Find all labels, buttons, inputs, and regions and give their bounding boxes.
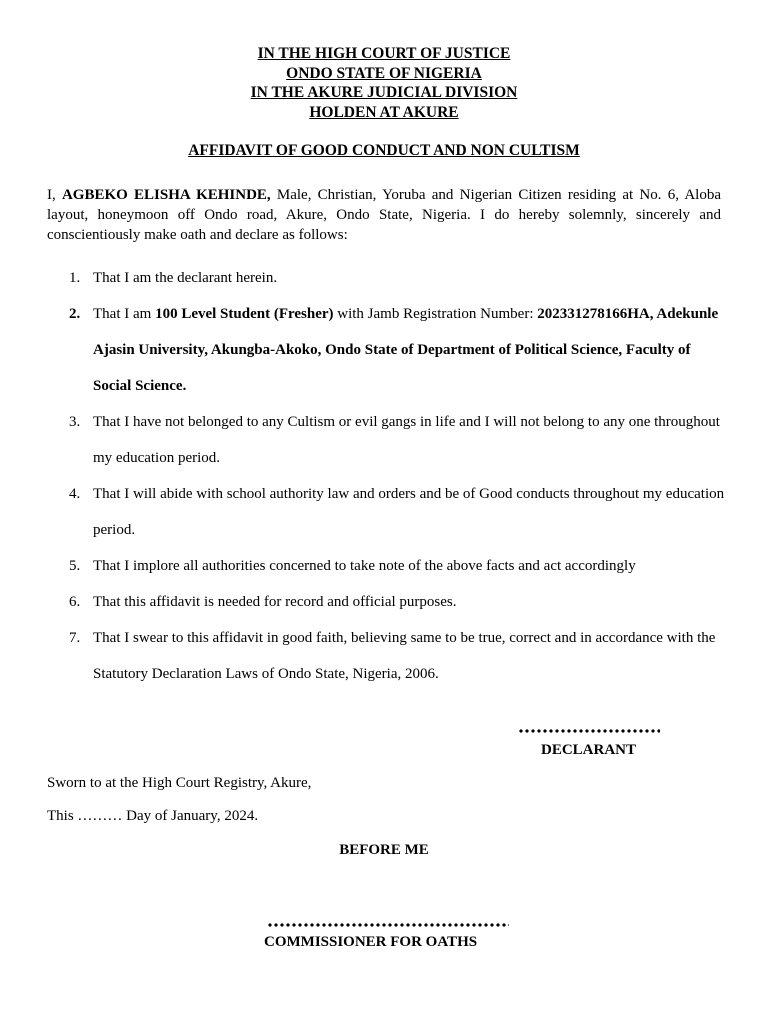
item-text-part: That I am — [93, 306, 156, 322]
list-item — [47, 260, 727, 296]
header-line-3: IN THE AKURE JUDICIAL DIVISION — [250, 84, 518, 101]
item-text: That this affidavit is needed for record and official purposes. — [93, 594, 457, 610]
before-me-label: BEFORE ME — [339, 842, 429, 858]
list-item — [47, 548, 727, 584]
list-item — [47, 620, 727, 692]
list-item — [47, 404, 727, 476]
student-level: 100 Level Student (Fresher) — [155, 306, 334, 322]
header-line-4: HOLDEN AT AKURE — [309, 103, 459, 121]
court-header — [0, 44, 768, 122]
item-number: 2. — [69, 306, 81, 322]
item-text: That I swear to this affidavit in good faith, believing same to be true, correct and in accordance with the Statutory Declaration Laws of Ondo State, Nigeria, 2006. — [93, 630, 716, 682]
item-number: 7. — [69, 630, 81, 646]
intro-prefix: I, — [47, 187, 62, 203]
list-item — [47, 476, 727, 548]
item-text: That I have not belonged to any Cultism or evil gangs in life and I will not belong to any one throughout my education period. — [93, 414, 720, 466]
item-text: That I am the declarant herein. — [93, 270, 278, 286]
declarant-signature-line — [518, 728, 660, 734]
item-text: That I implore all authorities concerned to take note of the above facts and act accordingly — [93, 558, 636, 574]
sworn-statement: Sworn to at the High Court Registry, Akure, — [47, 775, 312, 791]
header-line-2: ONDO STATE OF NIGERIA — [286, 64, 482, 82]
date-line: This ……… Day of January, 2024. — [47, 808, 259, 824]
list-item — [47, 296, 727, 404]
header-line-1: IN THE HIGH COURT OF JUSTICE — [257, 45, 511, 62]
list-item — [47, 584, 727, 620]
intro-rest: Male, Christian, Yoruba and Nigerian Citizen residing at No. 6, Aloba layout, honeymoon off Ondo road, Akure, Ondo State, Nigeria. I do hereby solemnly, sincerely and conscientiously make oath and declare as follows: — [47, 187, 721, 243]
document-title: AFFIDAVIT OF GOOD CONDUCT AND NON CULTISM — [188, 142, 580, 159]
item-number: 4. — [69, 486, 81, 502]
commissioner-signature-line — [267, 922, 509, 928]
item-text: That I will abide with school authority law and orders and be of Good conducts throughout my education period. — [93, 486, 725, 538]
item-number: 1. — [69, 270, 81, 286]
declaration-list — [47, 260, 727, 692]
declarant-label: DECLARANT — [541, 742, 637, 758]
intro-paragraph — [47, 185, 721, 245]
registration-details: 202331278166HA, Adekunle Ajasin University, Akungba-Akoko, Ondo State of Department of Political Science, Faculty of Social Science. — [93, 306, 719, 394]
item-number: 5. — [69, 558, 81, 574]
item-number: 3. — [69, 414, 81, 430]
commissioner-label: COMMISSIONER FOR OATHS — [264, 934, 478, 950]
declarant-name: AGBEKO ELISHA KEHINDE, — [61, 187, 271, 203]
item-number: 6. — [69, 594, 81, 610]
item-text-part: with Jamb Registration Number: — [333, 306, 538, 322]
